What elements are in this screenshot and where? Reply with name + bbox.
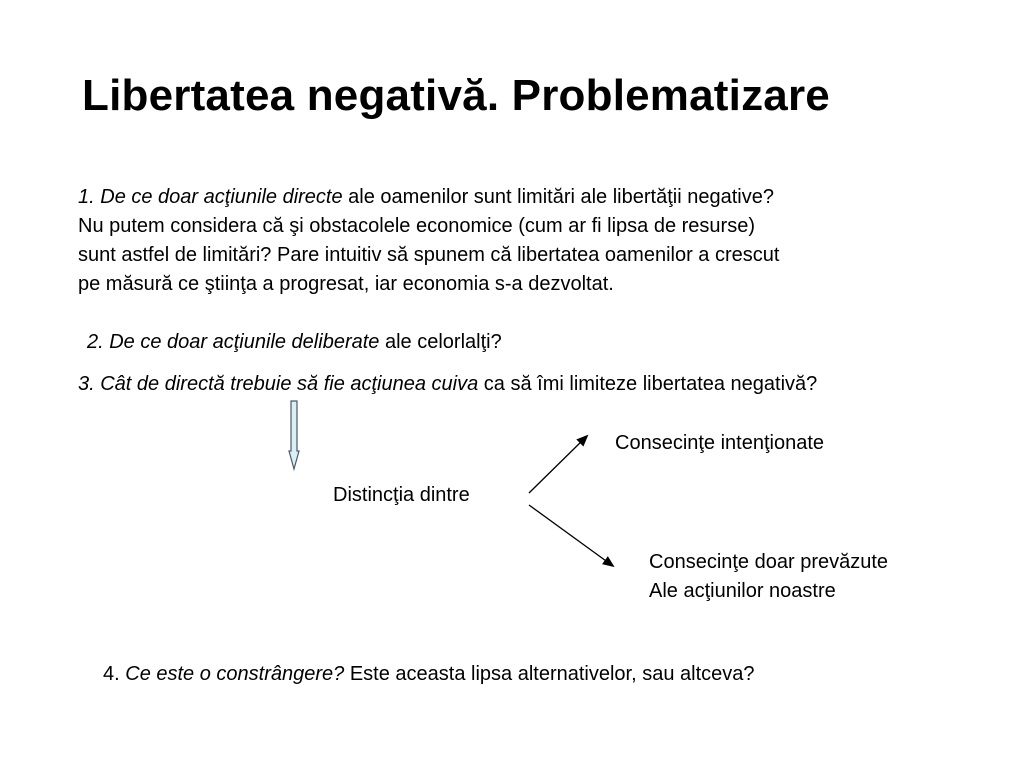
down-arrow-icon: [289, 401, 299, 469]
question-1: [78, 183, 779, 299]
arrow-to-intended: [529, 436, 587, 493]
question-1-line-2: Nu putem considera că şi obstacolele economice (cum ar fi lipsa de resurse): [78, 215, 755, 237]
diagram-branch-foreseen: [649, 548, 888, 606]
question-4-rest: Este aceasta lipsa alternativelor, sau altceva?: [349, 663, 755, 685]
question-1-rest: ale oamenilor sunt limitări ale libertăţii negative?: [348, 186, 774, 208]
question-3-rest: ca să îmi limiteze libertatea negativă?: [483, 373, 818, 395]
question-3-italic: 3. Cât de directă trebuie să fie acţiunea cuiva: [78, 373, 479, 395]
diagram-branch-intended: Consecinţe intenţionate: [615, 432, 825, 454]
diagram-source-label: Distincţia dintre: [333, 484, 470, 506]
question-1-line-3: sunt astfel de limitări? Pare intuitiv să spunem că libertatea oamenilor a crescut: [78, 244, 780, 266]
question-2-rest: ale celorlalţi?: [384, 331, 502, 353]
question-3: [78, 370, 817, 399]
question-4-italic: Ce este o constrângere?: [125, 663, 345, 685]
question-1-number: 1.: [78, 186, 95, 208]
question-2: [87, 328, 502, 357]
question-1-line-1: [78, 183, 779, 212]
slide-title: Libertatea negativă. Problematizare: [82, 71, 830, 120]
diagram-branch-foreseen-line-2: Ale acţiunilor noastre: [649, 580, 836, 602]
arrow-to-foreseen: [529, 505, 613, 566]
diagram-branch-foreseen-line-1: Consecinţe doar prevăzute: [649, 551, 889, 573]
question-2-italic: 2. De ce doar acţiunile deliberate: [87, 331, 380, 353]
question-4: [103, 660, 755, 689]
question-1-line-4: pe măsură ce ştiinţa a progresat, iar economia s-a dezvoltat.: [78, 273, 614, 295]
question-4-number: 4.: [103, 663, 120, 685]
question-1-italic: De ce doar acţiunile directe: [100, 186, 343, 208]
